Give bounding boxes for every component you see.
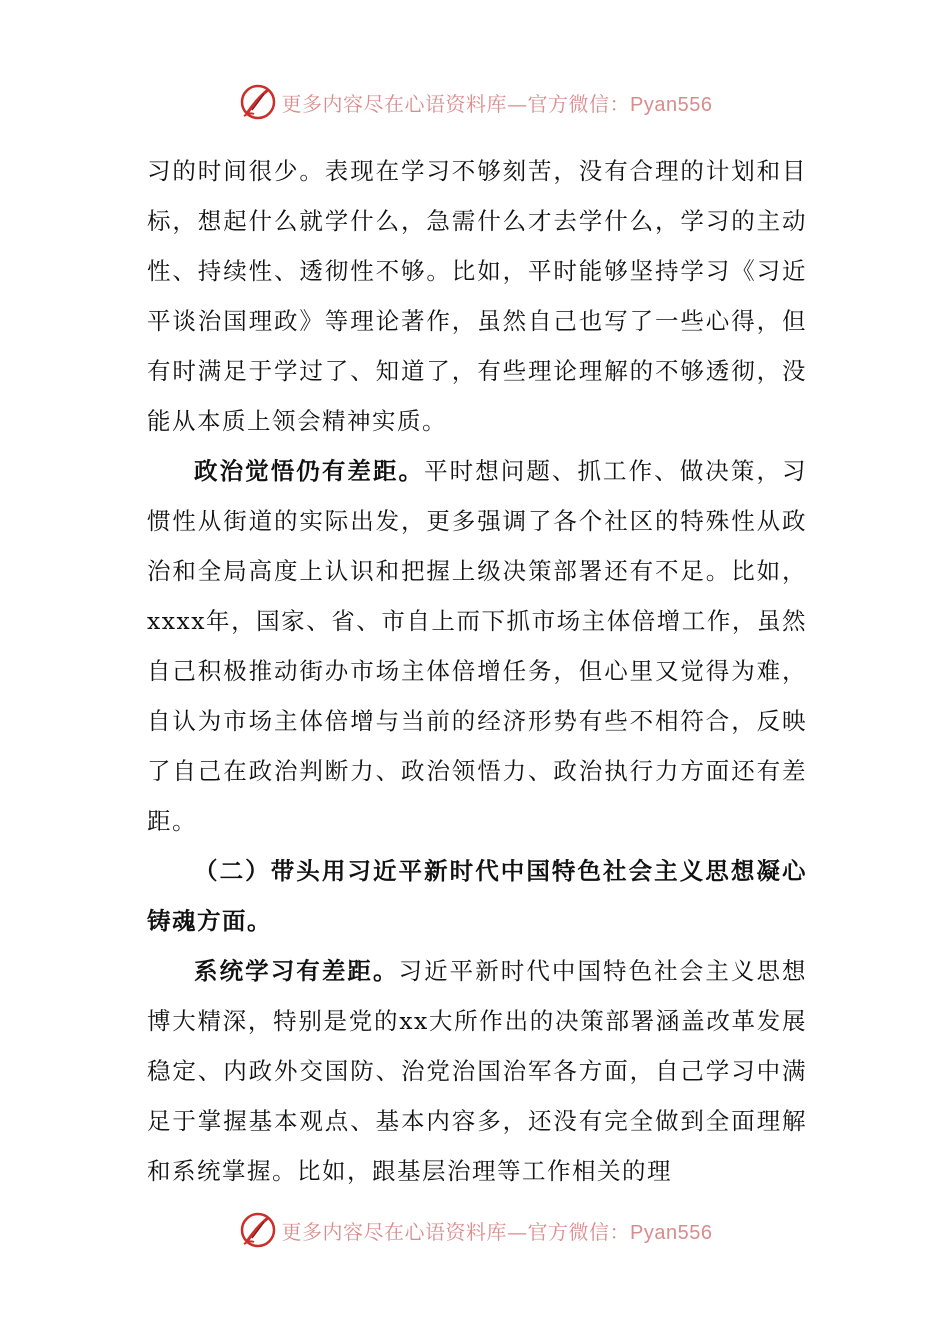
footer-banner	[0, 1210, 950, 1250]
footer-banner-dash: —	[507, 1219, 528, 1244]
paragraph-2-text: 平时想问题、抓工作、做决策，习惯性从街道的实际出发，更多强调了各个社区的特殊性从政治和全局高度上认识和把握上级决策部署还有不足。比如，xxxx年，国家、省、市自上而下抓市场主体倍增工作，虽然自己积极推动街办市场主体倍增任务，但心里又觉得为难，自认为市场主体倍增与当前的经济形势有些不相符合，反映了自己在政治判断力、政治领悟力、政治执行力方面还有差距。	[147, 457, 808, 835]
paragraph-3-lead: 系统学习有差距。	[194, 957, 399, 985]
paragraph-2-lead: 政治觉悟仍有差距。	[194, 457, 425, 485]
pen-logo-icon	[238, 82, 278, 122]
paragraph-3	[147, 946, 807, 1196]
paragraph-1: 习的时间很少。表现在学习不够刻苦，没有合理的计划和目标，想起什么就学什么，急需什么才去学什么，学习的主动性、持续性、透彻性不够。比如，平时能够坚持学习《习近平谈治国理政》等理论著作，虽然自己也写了一些心得，但有时满足于学过了、知道了，有些理论理解的不够透彻，没能从本质上领会精神实质。	[147, 157, 807, 435]
header-banner	[0, 82, 950, 122]
header-banner-text	[282, 88, 713, 117]
footer-banner-text	[282, 1216, 713, 1245]
header-banner-wechat-label: 官方微信：	[527, 91, 631, 116]
paragraph-3-text: 习近平新时代中国特色社会主义思想博大精深，特别是党的xx大所作出的决策部署涵盖改革发展稳定、内政外交国防、治党治国治军各方面，自己学习中满足于掌握基本观点、基本内容多，还没有完全做到全面理解和系统掌握。比如，跟基层治理等工作相关的理	[147, 957, 808, 1185]
header-banner-wechat-id: Pyan556	[630, 93, 713, 116]
paragraph-2	[147, 446, 807, 846]
document-body	[147, 146, 807, 1196]
pen-logo-icon	[238, 1210, 278, 1250]
header-banner-main: 更多内容尽在心语资料库	[281, 91, 508, 116]
section-heading-2: （二）带头用习近平新时代中国特色社会主义思想凝心铸魂方面。	[147, 857, 807, 935]
footer-banner-wechat-id: Pyan556	[630, 1221, 713, 1244]
header-banner-dash: —	[507, 91, 528, 116]
footer-banner-main: 更多内容尽在心语资料库	[281, 1219, 508, 1244]
footer-banner-wechat-label: 官方微信：	[527, 1219, 631, 1244]
